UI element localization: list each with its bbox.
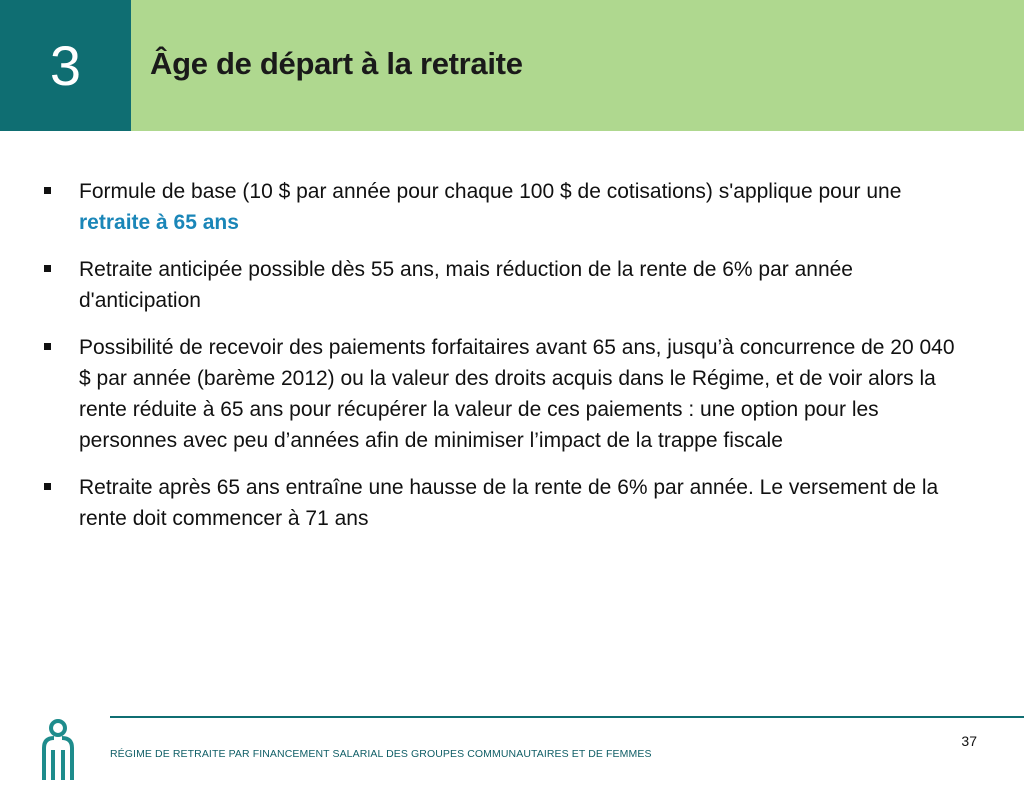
bullet-item [44, 254, 964, 316]
square-bullet-icon [44, 483, 51, 490]
section-number-box [0, 0, 131, 131]
bullet-text: Formule de base (10 $ par année pour chaque 100 $ de cotisations) s'applique pour une [79, 180, 902, 203]
bullet-item [44, 472, 964, 534]
bullet-highlight: retraite à 65 ans [79, 211, 239, 234]
bullet-item [44, 332, 964, 456]
bullet-text: Retraite anticipée possible dès 55 ans, mais réduction de la rente de 6% par année d'anticipation [79, 258, 853, 312]
footer-organization: RÉGIME DE RETRAITE PAR FINANCEMENT SALARIAL DES GROUPES COMMUNAUTAIRES ET DE FEMMES [110, 748, 652, 760]
slide-title: Âge de départ à la retraite [150, 46, 523, 81]
bullet-text: Possibilité de recevoir des paiements forfaitaires avant 65 ans, jusqu’à concurrence de 20 040 $ par année (barème 2012) ou la valeur des droits acquis dans le Régime, et de voir alors la rente réduite à 65 ans pour récupérer la valeur de ces paiements : une option pour les personnes avec peu d’années afin de minimiser l’impact de la trappe fiscale [79, 336, 955, 452]
footer-divider [110, 716, 1024, 718]
bullet-text: Retraite après 65 ans entraîne une hausse de la rente de 6% par année. Le versement de la rente doit commencer à 71 ans [79, 476, 939, 530]
bullet-item [44, 176, 964, 238]
square-bullet-icon [44, 265, 51, 272]
bullet-list [44, 176, 964, 550]
square-bullet-icon [44, 343, 51, 350]
page-number: 37 [961, 733, 977, 749]
square-bullet-icon [44, 187, 51, 194]
section-number: 3 [49, 33, 82, 97]
rrfs-gcf-logo-icon [40, 718, 76, 780]
